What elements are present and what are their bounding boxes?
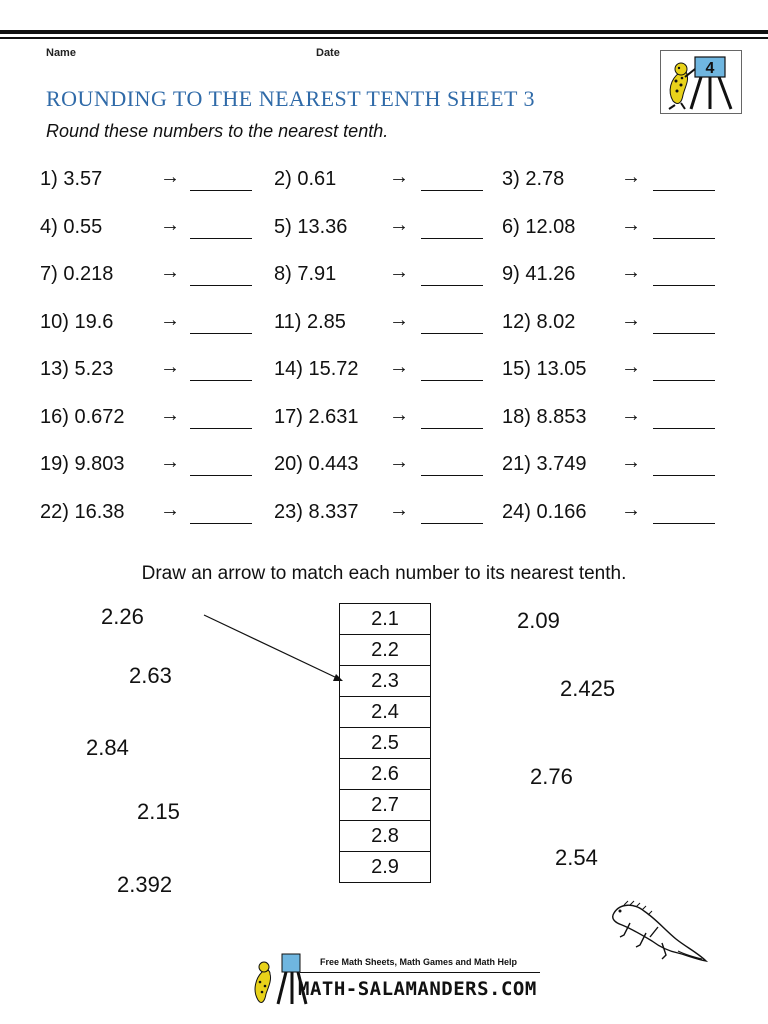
- left-number: 2.26: [101, 604, 144, 629]
- answer-blank[interactable]: [653, 238, 715, 239]
- answer-blank[interactable]: [421, 475, 483, 476]
- tenth-cell: 2.1: [340, 604, 431, 635]
- answer-blank[interactable]: [190, 285, 252, 286]
- arrow-icon: →: [160, 213, 180, 236]
- answer-blank[interactable]: [653, 333, 715, 334]
- answer-blank[interactable]: [653, 380, 715, 381]
- arrow-icon: →: [389, 166, 409, 188]
- answer-blank[interactable]: [421, 238, 483, 239]
- problem-label: 10) 19.6: [40, 310, 114, 333]
- arrow-icon: →: [160, 403, 180, 426]
- answer-blank[interactable]: [421, 333, 483, 334]
- answer-blank[interactable]: [421, 428, 483, 429]
- arrow-icon: →: [389, 451, 409, 473]
- tenth-cell: 2.5: [340, 728, 431, 759]
- problem-label: 6) 12.08: [502, 215, 576, 238]
- date-label: Date: [316, 47, 340, 59]
- right-number: 2.09: [517, 608, 560, 633]
- answer-blank[interactable]: [190, 238, 252, 239]
- problem-label: 13) 5.23: [40, 358, 114, 380]
- tenth-cell: 2.3: [340, 666, 431, 697]
- tenths-table: [339, 603, 431, 883]
- answer-blank[interactable]: [421, 523, 483, 524]
- problem-label: 8) 7.91: [274, 263, 337, 285]
- grade-number: 4: [705, 60, 715, 77]
- arrow-icon: →: [160, 166, 180, 188]
- right-number: 2.76: [530, 764, 573, 789]
- answer-blank[interactable]: [190, 523, 252, 524]
- left-number: 2.63: [129, 663, 172, 688]
- answer-blank[interactable]: [653, 190, 715, 191]
- arrow-icon: →: [621, 261, 641, 283]
- right-number: 2.425: [560, 676, 616, 701]
- tenth-cell: 2.9: [340, 852, 431, 883]
- problem-label: 17) 2.631: [274, 405, 359, 428]
- worksheet-subtitle: Round these numbers to the nearest tenth.: [46, 121, 389, 141]
- problem-label: 20) 0.443: [274, 453, 359, 475]
- arrow-icon: →: [160, 308, 180, 331]
- arrow-icon: →: [389, 356, 409, 378]
- right-number: 2.54: [555, 845, 598, 870]
- answer-blank[interactable]: [190, 380, 252, 381]
- arrow-icon: →: [389, 403, 409, 426]
- tenth-cell: 2.4: [340, 697, 431, 728]
- problem-label: 14) 15.72: [274, 358, 359, 380]
- problem-label: 5) 13.36: [274, 215, 348, 238]
- matching-instruction: Draw an arrow to match each number to its nearest tenth.: [141, 563, 627, 584]
- tenth-cell: 2.7: [340, 790, 431, 821]
- answer-blank[interactable]: [421, 190, 483, 191]
- answer-blank[interactable]: [653, 428, 715, 429]
- problem-label: 3) 2.78: [502, 168, 565, 190]
- answer-blank[interactable]: [190, 428, 252, 429]
- arrow-icon: →: [160, 356, 180, 378]
- arrow-icon: →: [160, 451, 180, 473]
- answer-blank[interactable]: [190, 475, 252, 476]
- problem-label: 12) 8.02: [502, 310, 576, 333]
- problem-label: 23) 8.337: [274, 500, 359, 523]
- answer-blank[interactable]: [421, 285, 483, 286]
- name-label: Name: [46, 47, 76, 59]
- arrow-icon: →: [621, 451, 641, 473]
- answer-blank[interactable]: [653, 285, 715, 286]
- problem-label: 16) 0.672: [40, 405, 125, 428]
- problem-label: 24) 0.166: [502, 500, 587, 523]
- arrow-icon: →: [621, 308, 641, 331]
- problem-label: 21) 3.749: [502, 453, 587, 475]
- answer-blank[interactable]: [421, 380, 483, 381]
- problem-label: 2) 0.61: [274, 168, 337, 190]
- answer-blank[interactable]: [653, 523, 715, 524]
- left-number: 2.392: [117, 872, 173, 897]
- problem-label: 19) 9.803: [40, 453, 125, 475]
- salamander-icon: [606, 895, 710, 967]
- problem-label: 18) 8.853: [502, 405, 587, 428]
- tenth-cell: 2.8: [340, 821, 431, 852]
- left-number: 2.84: [86, 735, 129, 760]
- tenth-cell: 2.2: [340, 635, 431, 666]
- footer-tagline: Free Math Sheets, Math Games and Math Help: [320, 957, 518, 967]
- arrow-icon: →: [389, 261, 409, 283]
- arrow-icon: →: [389, 308, 409, 331]
- arrow-icon: →: [389, 498, 409, 521]
- problem-label: 4) 0.55: [40, 215, 103, 238]
- arrow-icon: →: [160, 261, 180, 283]
- answer-blank[interactable]: [190, 190, 252, 191]
- arrow-icon: →: [160, 498, 180, 521]
- problem-label: 7) 0.218: [40, 263, 114, 285]
- arrow-icon: →: [621, 213, 641, 236]
- arrow-icon: →: [621, 356, 641, 378]
- footer-site-link[interactable]: MATH-SALAMANDERS.COM: [298, 978, 537, 1000]
- tenth-cell: 2.6: [340, 759, 431, 790]
- problem-label: 22) 16.38: [40, 500, 125, 523]
- answer-blank[interactable]: [190, 333, 252, 334]
- problem-label: 11) 2.85: [274, 310, 346, 333]
- problem-label: 1) 3.57: [40, 168, 103, 190]
- problem-label: 15) 13.05: [502, 358, 587, 380]
- answer-blank[interactable]: [653, 475, 715, 476]
- arrow-icon: →: [621, 403, 641, 426]
- arrow-icon: →: [621, 166, 641, 188]
- left-number: 2.15: [137, 799, 180, 824]
- problem-label: 9) 41.26: [502, 263, 576, 285]
- arrow-icon: →: [621, 498, 641, 521]
- worksheet-title: ROUNDING TO THE NEAREST TENTH SHEET 3: [46, 86, 536, 111]
- arrow-icon: →: [389, 213, 409, 236]
- footer-rule: [300, 972, 540, 973]
